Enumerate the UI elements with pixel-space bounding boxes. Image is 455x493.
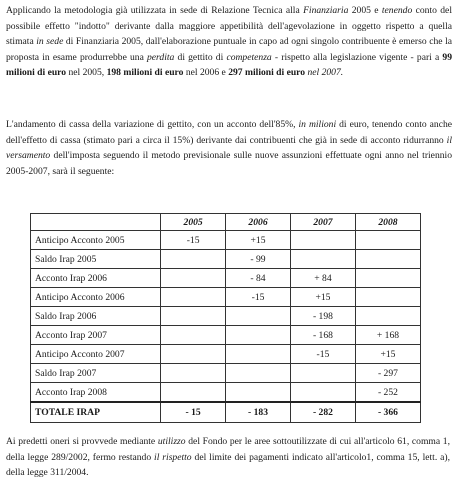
table-cell: +15 <box>355 345 420 364</box>
table-cell <box>161 269 226 288</box>
row-label: Saldo Irap 2006 <box>31 307 161 326</box>
table-cell <box>161 364 226 383</box>
row-label: Anticipo Acconto 2007 <box>31 345 161 364</box>
table-cell <box>161 307 226 326</box>
header-cell: 2006 <box>226 214 291 231</box>
row-label: Saldo Irap 2005 <box>31 250 161 269</box>
table-cell <box>355 307 420 326</box>
header-cell <box>31 214 161 231</box>
table-cell <box>226 345 291 364</box>
total-cell: - 282 <box>290 402 355 423</box>
table-cell: - 168 <box>290 326 355 345</box>
paragraph-methodology: Applicando la metodologia già utilizzata in sede di Relazione Tecnica alla Finanziaria 2005 e tenendo conto del possibile effetto "indotto" derivante dalla maggiore appetibilità dell'agevolazione in oggetto rispetto a quella stimata in sede di Finanziaria 2005, dall'elaborazione puntuale in capo ad ogni singolo contribuente è emerso che la proposta in esame produrrebbe una perdita di gettito di competenza - rispetto alla legislazione vigente - pari a 99 milioni di euro nel 2005, 198 milioni di euro nel 2006 e 297 milioni di euro nel 2007. <box>6 5 452 79</box>
row-label: Anticipo Acconto 2006 <box>31 288 161 307</box>
table-cell <box>290 250 355 269</box>
table-row <box>31 307 421 326</box>
total-label: TOTALE IRAP <box>31 402 161 423</box>
table-cell <box>161 345 226 364</box>
table-cell <box>161 383 226 403</box>
table-row <box>31 288 421 307</box>
table-cell <box>161 250 226 269</box>
table-cell: + 84 <box>290 269 355 288</box>
table-cell: + 168 <box>355 326 420 345</box>
row-label: Anticipo Acconto 2005 <box>31 231 161 250</box>
table-cell <box>355 288 420 307</box>
irap-table <box>30 213 421 423</box>
table-cell <box>290 231 355 250</box>
row-label: Acconto Irap 2008 <box>31 383 161 403</box>
table-cell: -15 <box>161 231 226 250</box>
table-cell <box>161 288 226 307</box>
table-cell: +15 <box>226 231 291 250</box>
total-cell: - 15 <box>161 402 226 423</box>
table-row <box>31 250 421 269</box>
table-row <box>31 269 421 288</box>
paragraph-funding: Ai predetti oneri si provvede mediante utilizzo del Fondo per le aree sottoutilizzate di cui all'articolo 61, comma 1, della legge 289/2002, fermo restando il rispetto del limite dei pagamenti indicato all'articolo1, comma 15, lett. a), della legge 311/2004. <box>6 436 450 479</box>
table-cell <box>226 326 291 345</box>
row-label: Acconto Irap 2006 <box>31 269 161 288</box>
table-cell <box>226 383 291 403</box>
table-row <box>31 326 421 345</box>
table-cell <box>161 326 226 345</box>
paragraph-cash-trend: L'andamento di cassa della variazione di gettito, con un acconto dell'85%, in milioni di euro, tenendo conto anche dell'effetto di cassa (stimato pari a circa il 15%) derivante dai contribuenti che già in sede di acconto ridurranno il versamento dell'imposta seguendo il metodo previsionale sulle nuove assunzioni effettuate ogni anno nel triennio 2005-2007, sarà il seguente: <box>6 119 453 177</box>
table-row <box>31 364 421 383</box>
table-cell: - 198 <box>290 307 355 326</box>
table-cell: -15 <box>226 288 291 307</box>
table-cell <box>355 231 420 250</box>
table-cell <box>226 307 291 326</box>
table-cell: +15 <box>290 288 355 307</box>
table-cell <box>290 383 355 403</box>
header-cell: 2008 <box>355 214 420 231</box>
header-cell: 2007 <box>290 214 355 231</box>
table-cell: - 252 <box>355 383 420 403</box>
table-cell <box>226 364 291 383</box>
table-cell: - 297 <box>355 364 420 383</box>
table-row <box>31 383 421 403</box>
table-total-row <box>31 402 421 423</box>
header-cell: 2005 <box>161 214 226 231</box>
table-cell: -15 <box>290 345 355 364</box>
total-cell: - 366 <box>355 402 420 423</box>
table-header-row <box>31 214 421 231</box>
row-label: Saldo Irap 2007 <box>31 364 161 383</box>
table-cell <box>355 269 420 288</box>
table-row <box>31 345 421 364</box>
row-label: Acconto Irap 2007 <box>31 326 161 345</box>
table-cell: - 84 <box>226 269 291 288</box>
table-cell <box>355 250 420 269</box>
table-cell: - 99 <box>226 250 291 269</box>
table-cell <box>290 364 355 383</box>
total-cell: - 183 <box>226 402 291 423</box>
table-row <box>31 231 421 250</box>
